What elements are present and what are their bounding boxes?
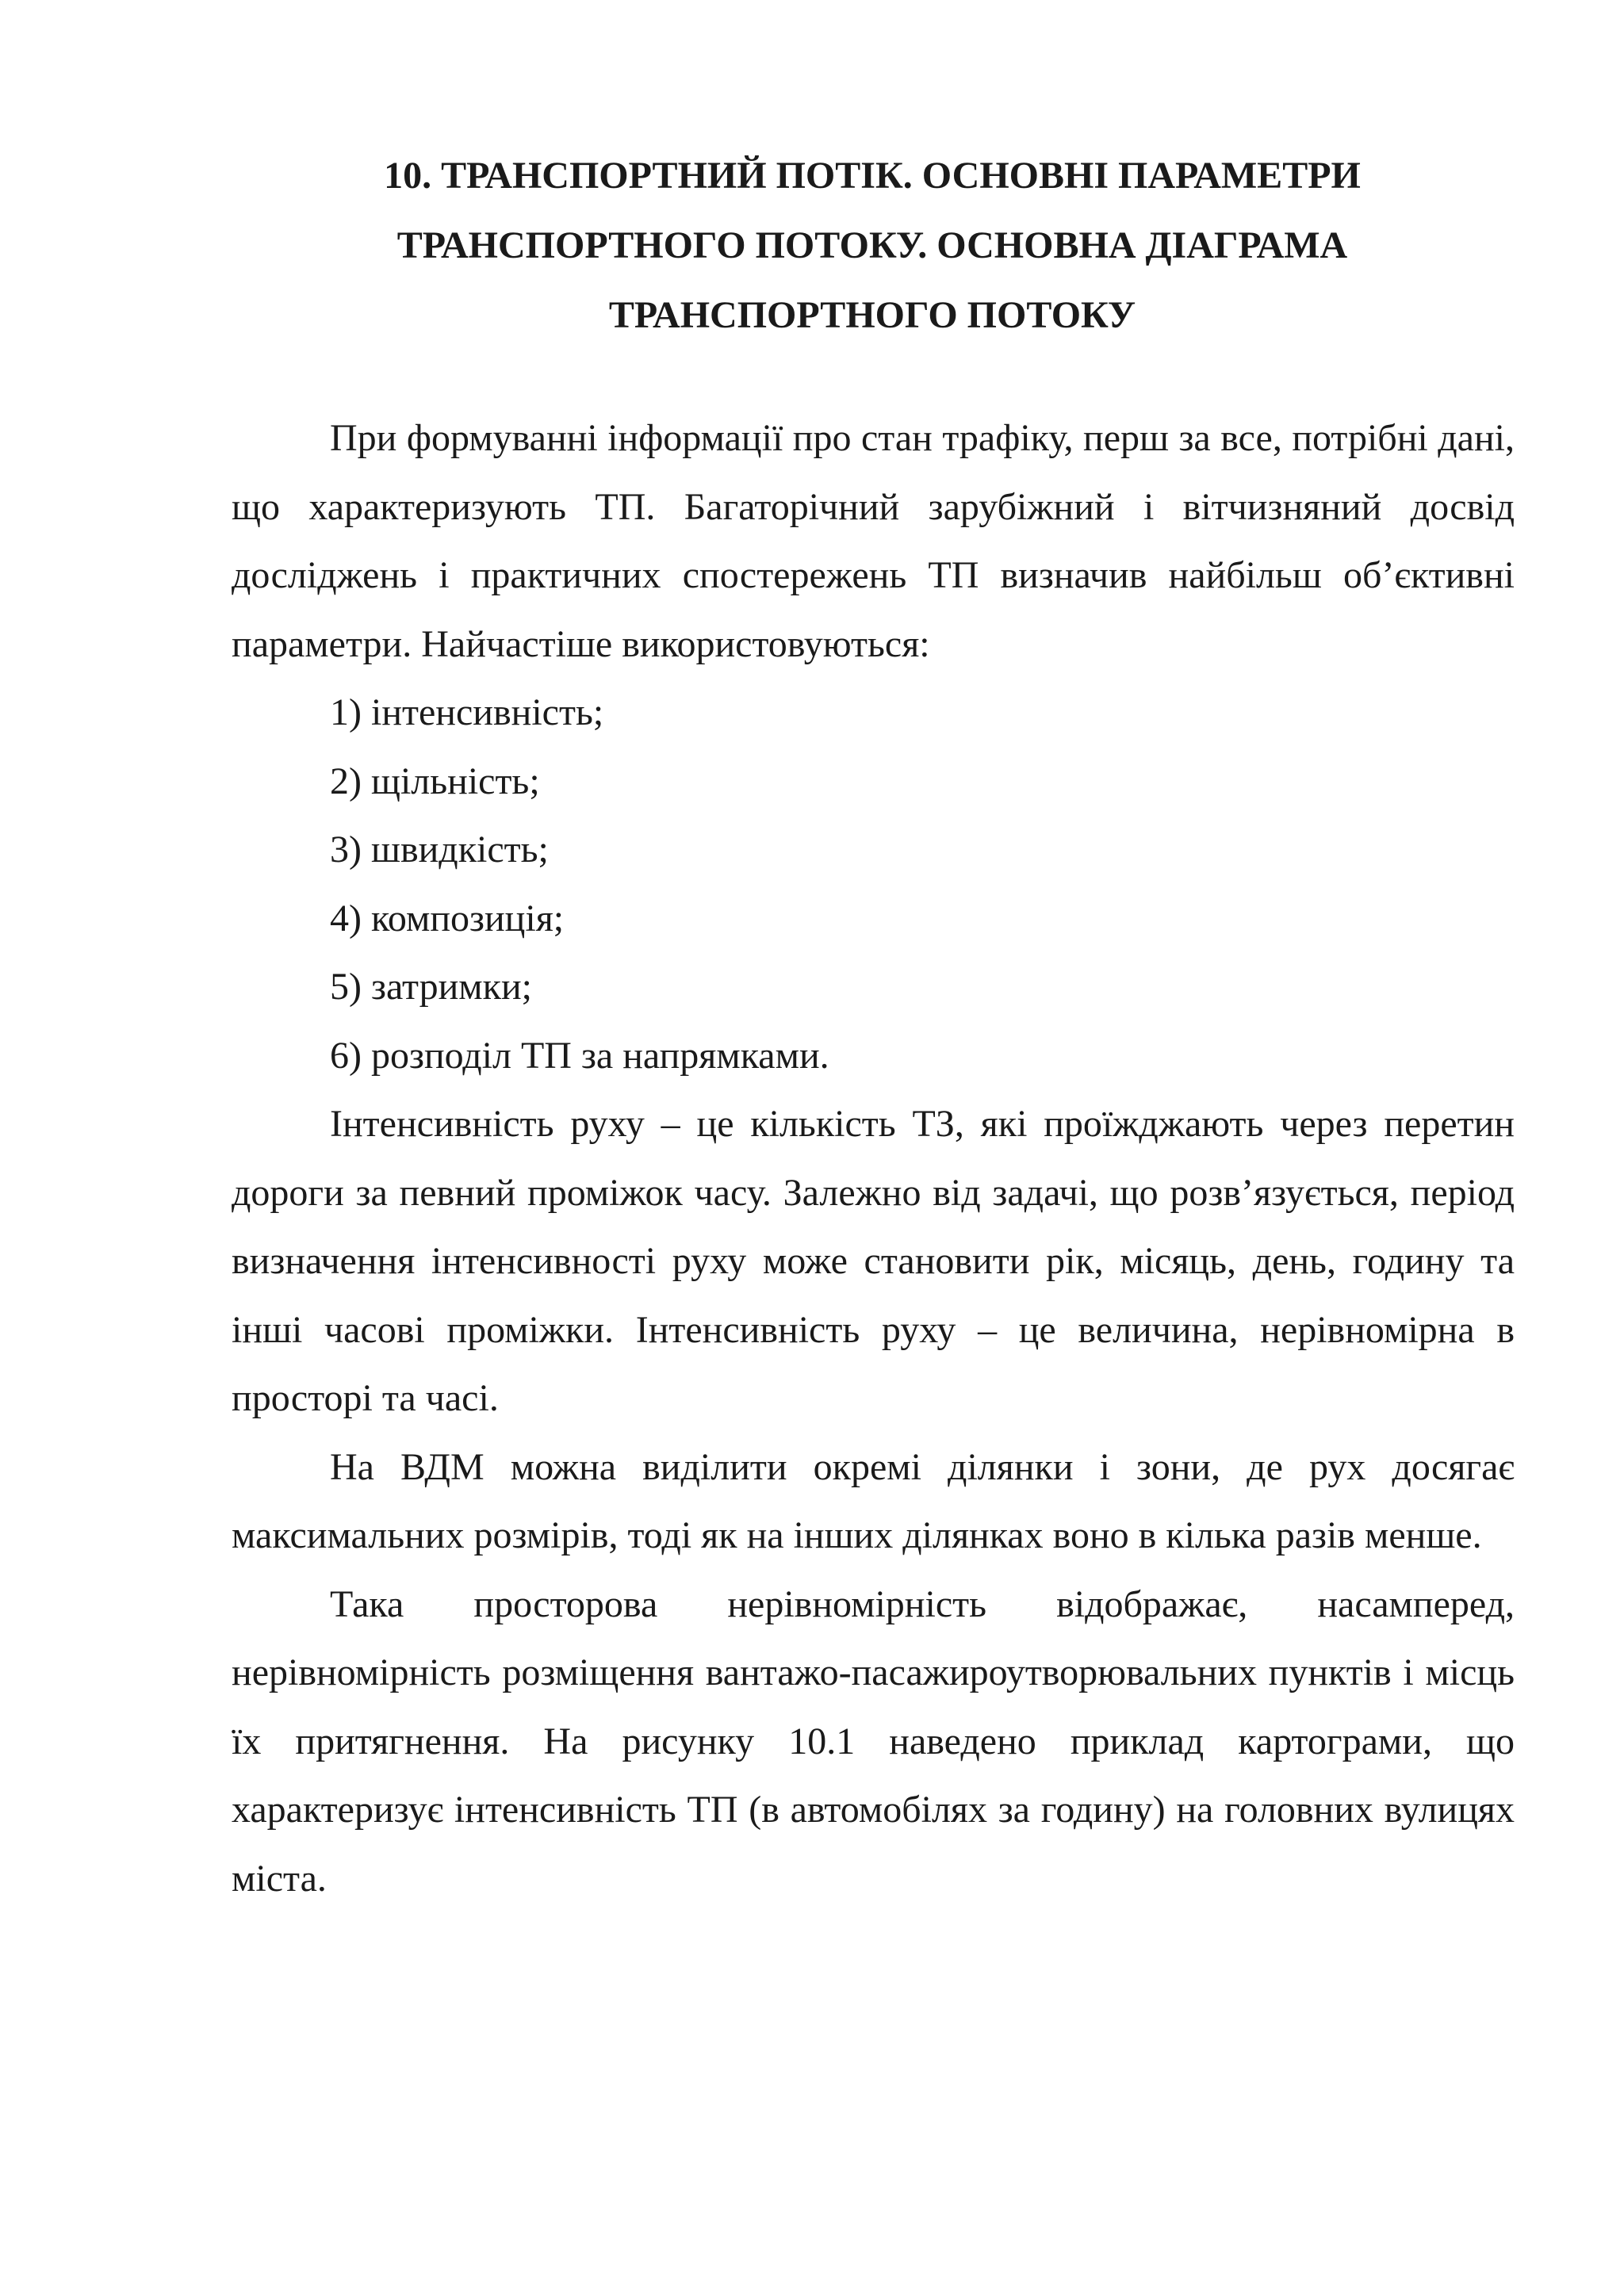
parameters-list xyxy=(232,679,1515,1090)
list-item: 4) композиція; xyxy=(330,897,565,939)
list-item: 6) розподіл ТП за напрямками. xyxy=(330,1034,829,1077)
paragraph-road-network-zones: На ВДМ можна виділити окремі ділянки і зони, де рух досягає максимальних розмірів, тоді як на інших ділянках воно в кілька разів менше. xyxy=(232,1445,1515,1556)
intro-paragraph: При формуванні інформації про стан трафіку, перш за все, потрібні дані, що характеризують ТП. Багаторічний зарубіжний і вітчизняний досвід досліджень і практичних спостережень ТП визначив найбільш об’єктивні параметри. Найчастіше використовуються: xyxy=(232,417,1515,665)
list-item: 3) швидкість; xyxy=(330,828,549,871)
title-line: ТРАНСПОРТНОГО ПОТОКУ. ОСНОВНА ДІАГРАМА xyxy=(396,224,1348,266)
list-item: 1) інтенсивність; xyxy=(330,691,604,733)
paragraph-spatial-unevenness: Така просторова нерівномірність відображає, насамперед, нерівномірність розміщення вантажо-пасажироутворювальних пунктів і місць їх притягнення. На рисунку 10.1 наведено приклад картограми, що характеризує інтенсивність ТП (в автомобілях за годину) на головних вулицях міста. xyxy=(232,1582,1515,1900)
document-body xyxy=(232,404,1515,1913)
list-item: 5) затримки; xyxy=(330,966,532,1008)
section-title xyxy=(230,141,1515,350)
list-item: 2) щільність; xyxy=(330,760,540,802)
paragraph-intensity-definition: Інтенсивність руху – це кількість ТЗ, які проїжджають через перетин дороги за певний проміжок часу. Залежно від задачі, що розв’язується, період визначення інтенсивності руху може становити рік, місяць, день, годину та інші часові проміжки. Інтенсивність руху – це величина, нерівномірна в просторі та часі. xyxy=(232,1103,1515,1419)
title-line: ТРАНСПОРТНОГО ПОТОКУ xyxy=(608,294,1136,336)
title-line: 10. ТРАНСПОРТНИЙ ПОТІК. ОСНОВНІ ПАРАМЕТРИ xyxy=(384,155,1361,197)
